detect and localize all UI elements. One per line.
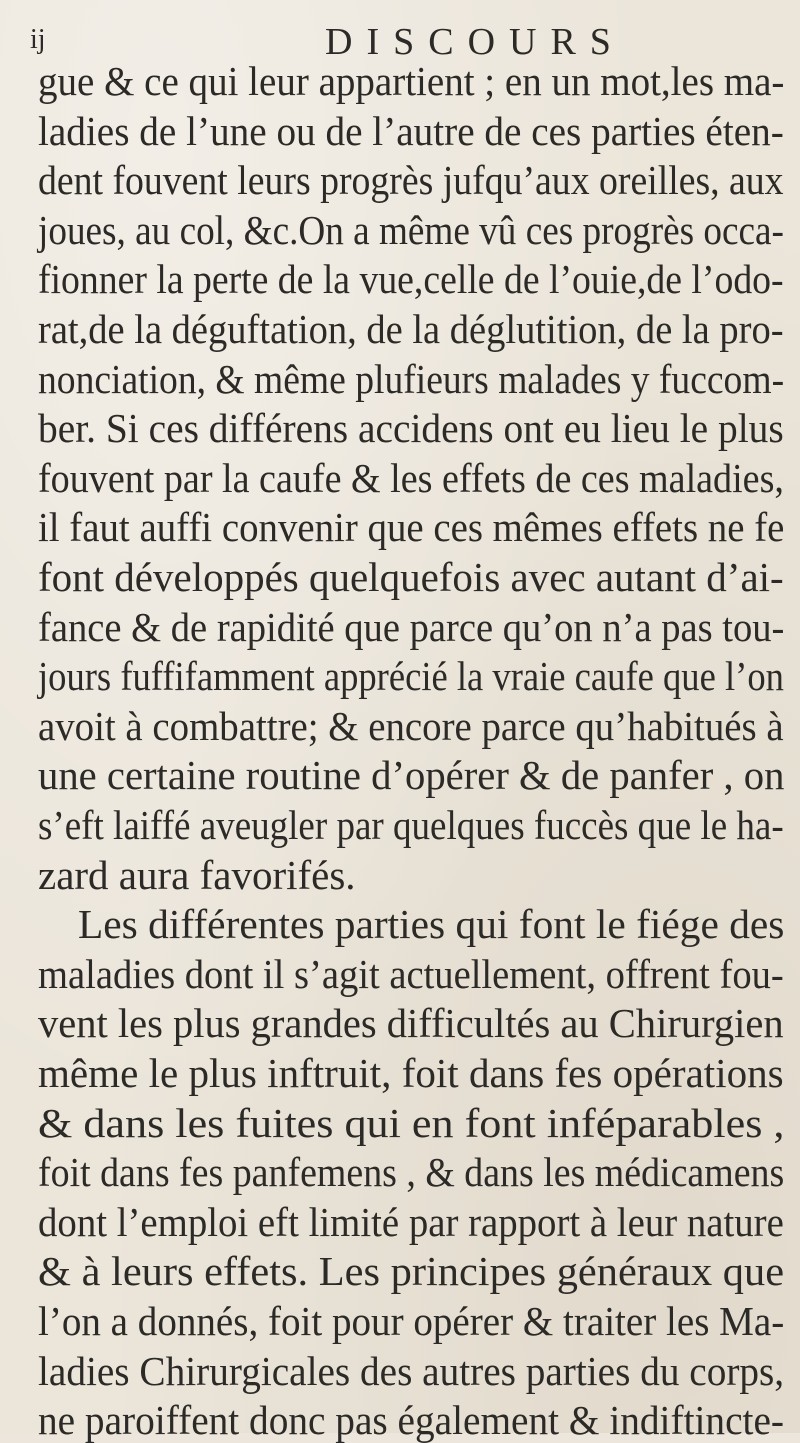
text-line: ladies de l’une ou de l’autre de ces parties éten- — [38, 107, 784, 154]
running-title: DISCOURS — [325, 21, 625, 63]
text-line: Les différentes parties qui font le fiége des — [78, 901, 785, 948]
text-line: ladies Chirurgicales des autres parties du corps, — [38, 1347, 785, 1394]
text-line: & à leurs effets. Les principes généraux que — [38, 1248, 785, 1295]
text-line: maladies dont il s’agit actuellement, offrent fou- — [38, 950, 784, 997]
text-line: dont l’emploi eft limité par rapport à leur nature — [38, 1198, 784, 1245]
text-line: font développés quelquefois avec autant d’ai- — [38, 554, 784, 600]
text-line: gue & ce qui leur appartient ; en un mot,les ma- — [38, 58, 785, 104]
text-line: rat,de la déguftation, de la déglutition, de la pro- — [38, 306, 784, 352]
text-line: même le plus inftruit, foit dans fes opérations — [38, 1050, 784, 1096]
text-line: il faut auffi convenir que ces mêmes effets ne fe — [38, 504, 785, 551]
text-line: ber. Si ces différens accidens ont eu lieu le plus — [38, 405, 784, 452]
text-line: une certaine routine d’opérer & de panfer , on — [38, 752, 785, 799]
text-line: fouvent par la caufe & les effets de ces maladies, — [38, 454, 784, 501]
text-line: fionner la perte de la vue,celle de l’ouie,de l’odo- — [38, 256, 784, 303]
text-line: ne paroiffent donc pas également & indiftincte- — [38, 1397, 784, 1443]
text-line: avoit à combattre; & encore parce qu’habitués à — [38, 702, 784, 749]
text-line: vent les plus grandes difficultés au Chirurgien — [38, 1000, 784, 1047]
text-line: foit dans fes panfemens , & dans les médicamens — [38, 1149, 785, 1196]
page-number: ij — [30, 24, 46, 55]
text-line: jours fuffifamment apprécié la vraie caufe que l’on — [38, 653, 784, 700]
text-line: l’on a donnés, foit pour opérer & traiter les Ma- — [38, 1298, 785, 1344]
text-line: s’eft laiffé aveugler par quelques fuccès que le ha- — [38, 802, 784, 848]
text-line: joues, au col, &c.On a même vû ces progrès occa- — [38, 206, 784, 253]
text-line: zard aura favorifés. — [38, 851, 356, 898]
text-line: fance & de rapidité que parce qu’on n’a pas tou- — [38, 603, 785, 650]
text-line: nonciation, & même plufieurs malades y fuccom- — [38, 355, 785, 402]
text-line: dent fouvent leurs progrès jufqu’aux oreilles, aux — [38, 157, 784, 204]
text-line: & dans les fuites qui en font inféparables , — [38, 1099, 785, 1146]
